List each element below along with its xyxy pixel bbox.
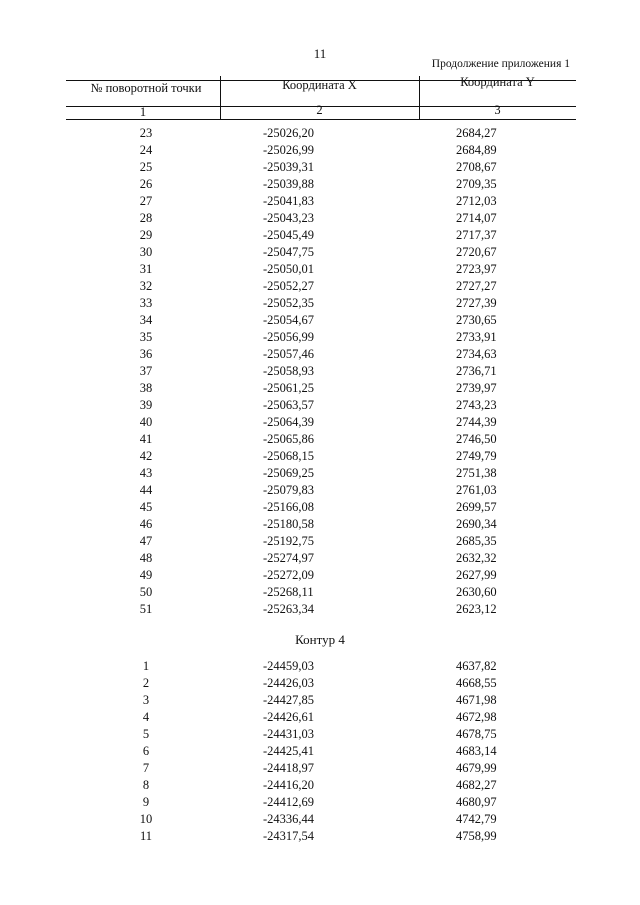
table-row (66, 194, 576, 211)
coord-y: 4683,14 (456, 744, 497, 758)
table-row (66, 761, 576, 778)
table-row (66, 744, 576, 761)
coord-x: -24459,03 (263, 659, 315, 673)
coord-y: 2720,67 (456, 245, 497, 259)
header-coord-y: Координата Y (460, 75, 535, 89)
coord-y: 2699,57 (456, 500, 497, 514)
table-row (66, 330, 576, 347)
table-row (66, 347, 576, 364)
coord-x: -25274,97 (263, 551, 315, 565)
point-number: 39 (139, 398, 153, 412)
coord-y: 4637,82 (456, 659, 497, 673)
point-number: 25 (139, 160, 153, 174)
coord-y: 4682,27 (456, 778, 497, 792)
coord-y: 2623,12 (456, 602, 497, 616)
coord-x: -25268,11 (263, 585, 314, 599)
coord-x: -25063,57 (263, 398, 315, 412)
coord-y: 2690,34 (456, 517, 497, 531)
point-number: 28 (139, 211, 153, 225)
point-number: 36 (139, 347, 153, 361)
coord-x: -25056,99 (263, 330, 315, 344)
coord-x: -24416,20 (263, 778, 315, 792)
coord-y: 2627,99 (456, 568, 497, 582)
coord-y: 2685,35 (456, 534, 497, 548)
coord-x: -24336,44 (263, 812, 315, 826)
coord-y: 2727,39 (456, 296, 497, 310)
point-number: 33 (139, 296, 153, 310)
point-number: 2 (142, 676, 150, 690)
table-row (66, 211, 576, 228)
table-row (66, 517, 576, 534)
coord-y: 2709,35 (456, 177, 497, 191)
table-row (66, 364, 576, 381)
coord-y: 2734,63 (456, 347, 497, 361)
coord-y: 2744,39 (456, 415, 497, 429)
coord-x: -25166,08 (263, 500, 315, 514)
point-number: 50 (139, 585, 153, 599)
point-number: 32 (139, 279, 153, 293)
point-number: 4 (142, 710, 150, 724)
coord-x: -25065,86 (263, 432, 315, 446)
table-row (66, 710, 576, 727)
coord-y: 2749,79 (456, 449, 497, 463)
coord-x: -25052,35 (263, 296, 315, 310)
coord-x: -25061,25 (263, 381, 315, 395)
coord-x: -25057,46 (263, 347, 315, 361)
point-number: 8 (142, 778, 150, 792)
coord-x: -25058,93 (263, 364, 315, 378)
coord-y: 2761,03 (456, 483, 497, 497)
coord-x: -25039,88 (263, 177, 315, 191)
table-row (66, 676, 576, 693)
point-number: 35 (139, 330, 153, 344)
table-row (66, 279, 576, 296)
coord-x: -25272,09 (263, 568, 315, 582)
point-number: 44 (139, 483, 153, 497)
coord-x: -25069,25 (263, 466, 315, 480)
coord-x: -25047,75 (263, 245, 315, 259)
table-row (66, 262, 576, 279)
coord-x: -25041,83 (263, 194, 315, 208)
table-row (66, 551, 576, 568)
table-row (66, 415, 576, 432)
coord-y: 4680,97 (456, 795, 497, 809)
point-number: 51 (139, 602, 153, 616)
table-row (66, 500, 576, 517)
table-row (66, 143, 576, 160)
page-number: 11 (313, 46, 327, 61)
table-row (66, 313, 576, 330)
point-number: 45 (139, 500, 153, 514)
coord-y: 2684,89 (456, 143, 497, 157)
table-row (66, 585, 576, 602)
point-number: 30 (139, 245, 153, 259)
header-coord-x: Координата X (282, 78, 357, 92)
header-point-number: № поворотной точки (90, 81, 202, 95)
coord-y: 2632,32 (456, 551, 497, 565)
coord-y: 2723,97 (456, 262, 497, 276)
table-row (66, 829, 576, 846)
table-row (66, 568, 576, 585)
coord-x: -25263,34 (263, 602, 315, 616)
point-number: 47 (139, 534, 153, 548)
coord-x: -25026,99 (263, 143, 315, 157)
table-row (66, 296, 576, 313)
point-number: 43 (139, 466, 153, 480)
coord-y: 2727,27 (456, 279, 497, 293)
point-number: 11 (139, 829, 153, 843)
coord-y: 2712,03 (456, 194, 497, 208)
table-row (66, 177, 576, 194)
coord-y: 4671,98 (456, 693, 497, 707)
point-number: 42 (139, 449, 153, 463)
coord-y: 2630,60 (456, 585, 497, 599)
point-number: 7 (142, 761, 150, 775)
coord-x: -24418,97 (263, 761, 315, 775)
point-number: 3 (142, 693, 150, 707)
coord-y: 4758,99 (456, 829, 497, 843)
table-row (66, 693, 576, 710)
point-number: 34 (139, 313, 153, 327)
table-row (66, 245, 576, 262)
coord-x: -24425,41 (263, 744, 315, 758)
coord-y: 2708,67 (456, 160, 497, 174)
coord-y: 2733,91 (456, 330, 497, 344)
coord-x: -24317,54 (263, 829, 315, 843)
coord-x: -24431,03 (263, 727, 315, 741)
table-row (66, 795, 576, 812)
point-number: 24 (139, 143, 153, 157)
coord-x: -25054,67 (263, 313, 315, 327)
coord-x: -25045,49 (263, 228, 315, 242)
coord-y: 2736,71 (456, 364, 497, 378)
table-row (66, 381, 576, 398)
coord-y: 2751,38 (456, 466, 497, 480)
table-row (66, 778, 576, 795)
coord-y: 4678,75 (456, 727, 497, 741)
point-number: 37 (139, 364, 153, 378)
table-row (66, 534, 576, 551)
point-number: 41 (139, 432, 153, 446)
table-row (66, 228, 576, 245)
header-num-3: 3 (494, 103, 501, 117)
continuation-note: Продолжение приложения 1 (431, 58, 570, 70)
contour-title: Контур 4 (295, 632, 345, 647)
coord-y: 2743,23 (456, 398, 497, 412)
coord-x: -25064,39 (263, 415, 315, 429)
coord-y: 4679,99 (456, 761, 497, 775)
coord-y: 2730,65 (456, 313, 497, 327)
header-num-2: 2 (316, 103, 323, 117)
coord-x: -24426,61 (263, 710, 315, 724)
table-header (66, 76, 576, 120)
point-number: 46 (139, 517, 153, 531)
table-row (66, 449, 576, 466)
coord-x: -25068,15 (263, 449, 315, 463)
point-number: 49 (139, 568, 153, 582)
coord-y: 4742,79 (456, 812, 497, 826)
point-number: 6 (142, 744, 150, 758)
coord-y: 2739,97 (456, 381, 497, 395)
coord-x: -24427,85 (263, 693, 315, 707)
coord-y: 2684,27 (456, 126, 497, 140)
coord-x: -24426,03 (263, 676, 315, 690)
coord-x: -25180,58 (263, 517, 315, 531)
coord-y: 4672,98 (456, 710, 497, 724)
coord-x: -24412,69 (263, 795, 315, 809)
point-number: 26 (139, 177, 153, 191)
coord-x: -25052,27 (263, 279, 315, 293)
table-row (66, 398, 576, 415)
coord-y: 4668,55 (456, 676, 497, 690)
coord-y: 2746,50 (456, 432, 497, 446)
table-row (66, 659, 576, 676)
point-number: 1 (142, 659, 150, 673)
point-number: 48 (139, 551, 153, 565)
table-row (66, 160, 576, 177)
coord-x: -25043,23 (263, 211, 315, 225)
point-number: 10 (139, 812, 153, 826)
table-row (66, 126, 576, 143)
point-number: 40 (139, 415, 153, 429)
table-row (66, 602, 576, 619)
point-number: 5 (142, 727, 150, 741)
point-number: 29 (139, 228, 153, 242)
point-number: 27 (139, 194, 153, 208)
point-number: 31 (139, 262, 153, 276)
coord-x: -25192,75 (263, 534, 315, 548)
coord-x: -25039,31 (263, 160, 315, 174)
table-row (66, 466, 576, 483)
table-row (66, 432, 576, 449)
coord-y: 2714,07 (456, 211, 497, 225)
table-row (66, 812, 576, 829)
coord-x: -25026,20 (263, 126, 315, 140)
table-row (66, 727, 576, 744)
point-number: 23 (139, 126, 153, 140)
coord-x: -25050,01 (263, 262, 315, 276)
coord-y: 2717,37 (456, 228, 497, 242)
header-num-1: 1 (139, 105, 147, 119)
table-row (66, 483, 576, 500)
point-number: 38 (139, 381, 153, 395)
coord-x: -25079,83 (263, 483, 315, 497)
point-number: 9 (142, 795, 150, 809)
